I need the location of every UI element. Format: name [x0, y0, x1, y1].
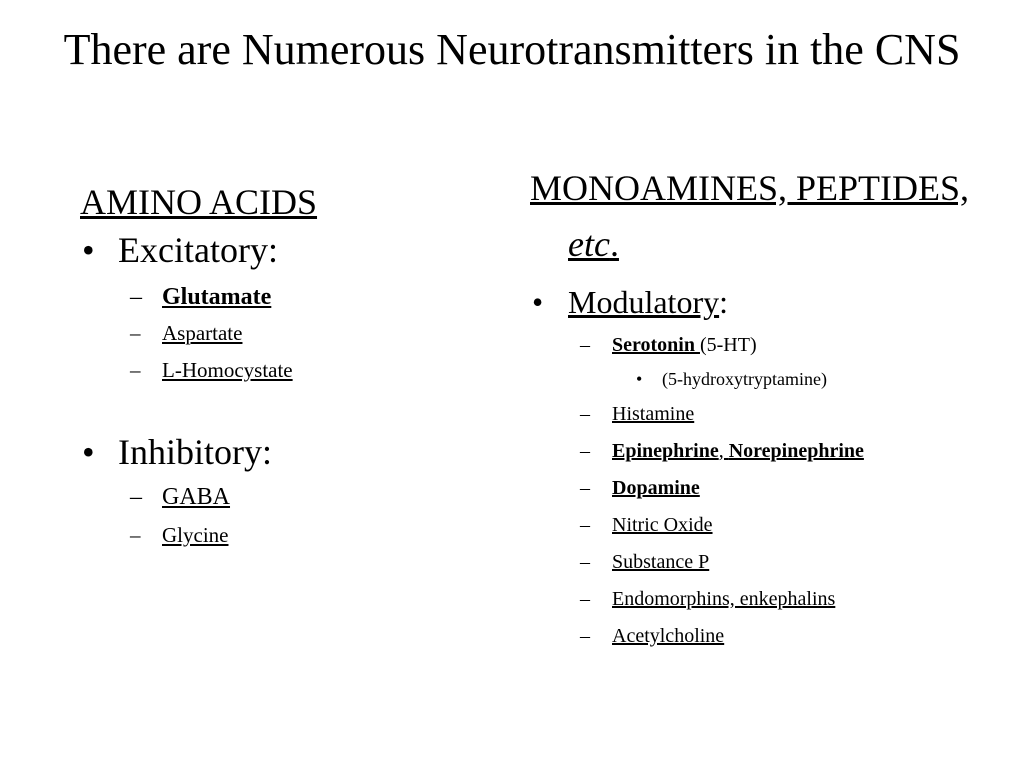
inhibitory-item [80, 430, 500, 474]
dash-icon: – [580, 588, 590, 610]
substance-p-label: Substance P [612, 551, 710, 573]
left-column [80, 180, 500, 548]
list-item [80, 320, 500, 346]
excitatory-item [80, 228, 500, 272]
glutamate-label: Glutamate [162, 284, 272, 310]
slide-title: There are Numerous Neurotransmitters in the CNS [63, 25, 961, 74]
list-item [530, 438, 1000, 464]
list-item [530, 623, 1000, 649]
norepinephrine-label: Norepinephrine [728, 440, 864, 462]
bullet-icon: • [532, 284, 544, 320]
list-item [80, 357, 500, 383]
etc-text: etc [568, 224, 610, 264]
dash-icon: – [580, 625, 590, 647]
dash-icon: – [130, 321, 141, 345]
dash-icon: – [580, 440, 590, 462]
histamine-label: Histamine [612, 403, 695, 425]
bullet-icon: • [82, 432, 95, 472]
modulatory-item [530, 282, 1000, 322]
list-item [530, 586, 1000, 612]
dash-icon: – [580, 334, 590, 356]
bullet-icon: • [82, 230, 95, 270]
serotonin-abbr: (5-HT) [699, 334, 757, 356]
monoamines-heading [530, 160, 1000, 272]
monoamines-heading-text: MONOAMINES, PEPTIDES, [530, 168, 970, 208]
dash-icon: – [580, 551, 590, 573]
l-homocystate-label: L-Homocystate [162, 358, 293, 382]
list-item [530, 332, 1000, 358]
heading-period: . [609, 224, 619, 264]
acetylcholine-label: Acetylcholine [612, 625, 725, 647]
list-item [530, 401, 1000, 427]
dash-icon: – [580, 514, 590, 536]
dopamine-label: Dopamine [612, 477, 700, 499]
modulatory-colon: : [719, 284, 728, 320]
serotonin-label: Serotonin [612, 334, 700, 356]
dash-icon: – [580, 477, 590, 499]
list-item [530, 549, 1000, 575]
amino-acids-heading: AMINO ACIDS [80, 182, 318, 222]
dash-icon: – [130, 284, 142, 310]
list-item [80, 522, 500, 548]
epinephrine-separator: , [718, 440, 729, 462]
list-item [530, 367, 1000, 391]
modulatory-label: Modulatory [568, 284, 720, 320]
list-item [530, 475, 1000, 501]
endomorphins-label: Endomorphins, enkephalins [612, 588, 836, 610]
dash-icon: – [130, 484, 142, 510]
inhibitory-label: Inhibitory: [118, 432, 272, 472]
list-item [530, 512, 1000, 538]
glycine-label: Glycine [162, 523, 229, 547]
epinephrine-label: Epinephrine [612, 440, 719, 462]
aspartate-label: Aspartate [162, 321, 243, 345]
serotonin-full-name: (5-hydroxytryptamine) [662, 369, 827, 389]
list-item [80, 482, 500, 512]
nitric-oxide-label: Nitric Oxide [612, 514, 713, 536]
dash-icon: – [130, 523, 141, 547]
gaba-label: GABA [162, 484, 231, 510]
dash-icon: – [130, 358, 141, 382]
dash-icon: – [580, 403, 590, 425]
excitatory-label: Excitatory: [118, 230, 278, 270]
list-item [80, 282, 500, 312]
right-column [530, 160, 1000, 649]
bullet-icon: • [636, 369, 643, 389]
